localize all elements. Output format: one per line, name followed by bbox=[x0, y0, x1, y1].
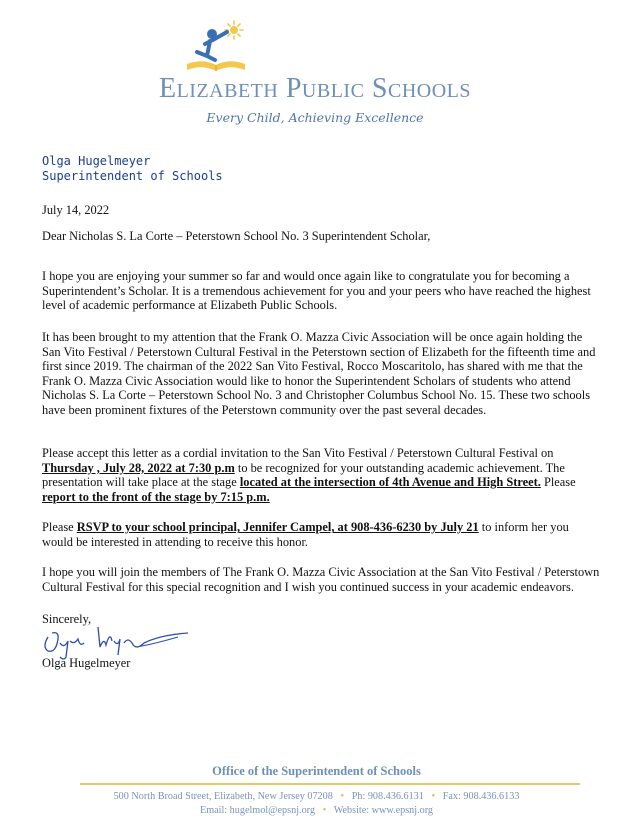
signer-name: Olga Hugelmeyer bbox=[42, 656, 131, 670]
paragraph-closing-wishes: I hope you will join the members of The Frank O. Mazza Civic Association at the San Vito Festival / Peterstown Cultural Festival for this special recognition and I wish you continued success in your academic endeavors. bbox=[42, 565, 600, 594]
footer-contact-line-2 bbox=[0, 805, 633, 816]
invitation-text-2: to be recognized for your outstanding academic achievement. The presentation will take place at the stage bbox=[42, 460, 565, 490]
district-tagline: Every Child, Achieving Excellence bbox=[206, 110, 424, 125]
letter-closing: Sincerely, bbox=[42, 612, 92, 626]
paragraph-festival-info: It has been brought to my attention that the Frank O. Mazza Civic Association will be once again holding the San Vito Festival / Peterstown Cultural Festival in the Peterstown section of Elizabeth for the fifteenth time and first since 2019. The chairman of the 2022 San Vito Festival, Rocco Moscaritolo, has shared with me that the Frank O. Mazza Civic Association would like to honor the Superintendent Scholars of students who attend Nicholas S. La Corte – Peterstown School No. 3 and Christopher Columbus School No. 15. These two schools have been prominent fixtures of the Peterstown community over the past several decades. bbox=[42, 330, 596, 417]
sender-name: Olga Hugelmeyer bbox=[42, 154, 151, 168]
invitation-text-3: Please bbox=[540, 475, 576, 490]
footer-email[interactable]: Email: hugelmol@epsnj.org bbox=[199, 805, 315, 816]
reading-child-logo-icon bbox=[183, 20, 249, 74]
rsvp-details: RSVP to your school principal, Jennifer Campel, at 908-436-6230 by July 21 bbox=[76, 520, 479, 535]
footer-address: 500 North Broad Street, Elizabeth, New Jersey 07208 bbox=[113, 791, 333, 802]
handwritten-signature-icon bbox=[40, 621, 190, 661]
footer-office-title: Office of the Superintendent of Schools bbox=[212, 764, 421, 778]
bullet-separator-icon: • bbox=[431, 791, 436, 802]
event-date-time: Thursday , July 28, 2022 at 7:30 p.m bbox=[42, 460, 235, 475]
report-time: report to the front of the stage by 7:15 p.m. bbox=[42, 489, 270, 504]
sender-block bbox=[42, 154, 223, 184]
rsvp-text-2: to inform her you would be interested in attending to receive this honor. bbox=[42, 520, 569, 549]
letter-date: July 14, 2022 bbox=[42, 203, 110, 217]
paragraph-rsvp bbox=[42, 520, 602, 549]
event-location: located at the intersection of 4th Avenue and High Street. bbox=[239, 475, 541, 490]
letter-salutation: Dear Nicholas S. La Corte – Peterstown School No. 3 Superintendent Scholar, bbox=[42, 229, 431, 243]
bullet-separator-icon: • bbox=[322, 805, 327, 816]
footer-contact-line-1 bbox=[0, 791, 633, 802]
rsvp-text-1: Please bbox=[42, 520, 77, 535]
footer-phone: Ph: 908.436.6131 bbox=[351, 791, 424, 802]
footer-divider bbox=[80, 783, 580, 785]
sender-title: Superintendent of Schools bbox=[42, 169, 223, 183]
invitation-text-1: Please accept this letter as a cordial invitation to the San Vito Festival / Peterstown Cultural Festival on bbox=[42, 446, 554, 461]
paragraph-invitation bbox=[42, 446, 602, 504]
footer-fax: Fax: 908.436.6133 bbox=[442, 791, 520, 802]
district-name: Elizabeth Public Schools bbox=[158, 73, 471, 104]
footer-website[interactable]: Website: www.epsnj.org bbox=[333, 805, 434, 816]
paragraph-congratulations: I hope you are enjoying your summer so far and would once again like to congratulate you for becoming a Superintendent’s Scholar. It is a tremendous achievement for you and your peers who have reached the highest level of academic performance at Elizabeth Public Schools. bbox=[42, 269, 591, 313]
bullet-separator-icon: • bbox=[340, 791, 345, 802]
